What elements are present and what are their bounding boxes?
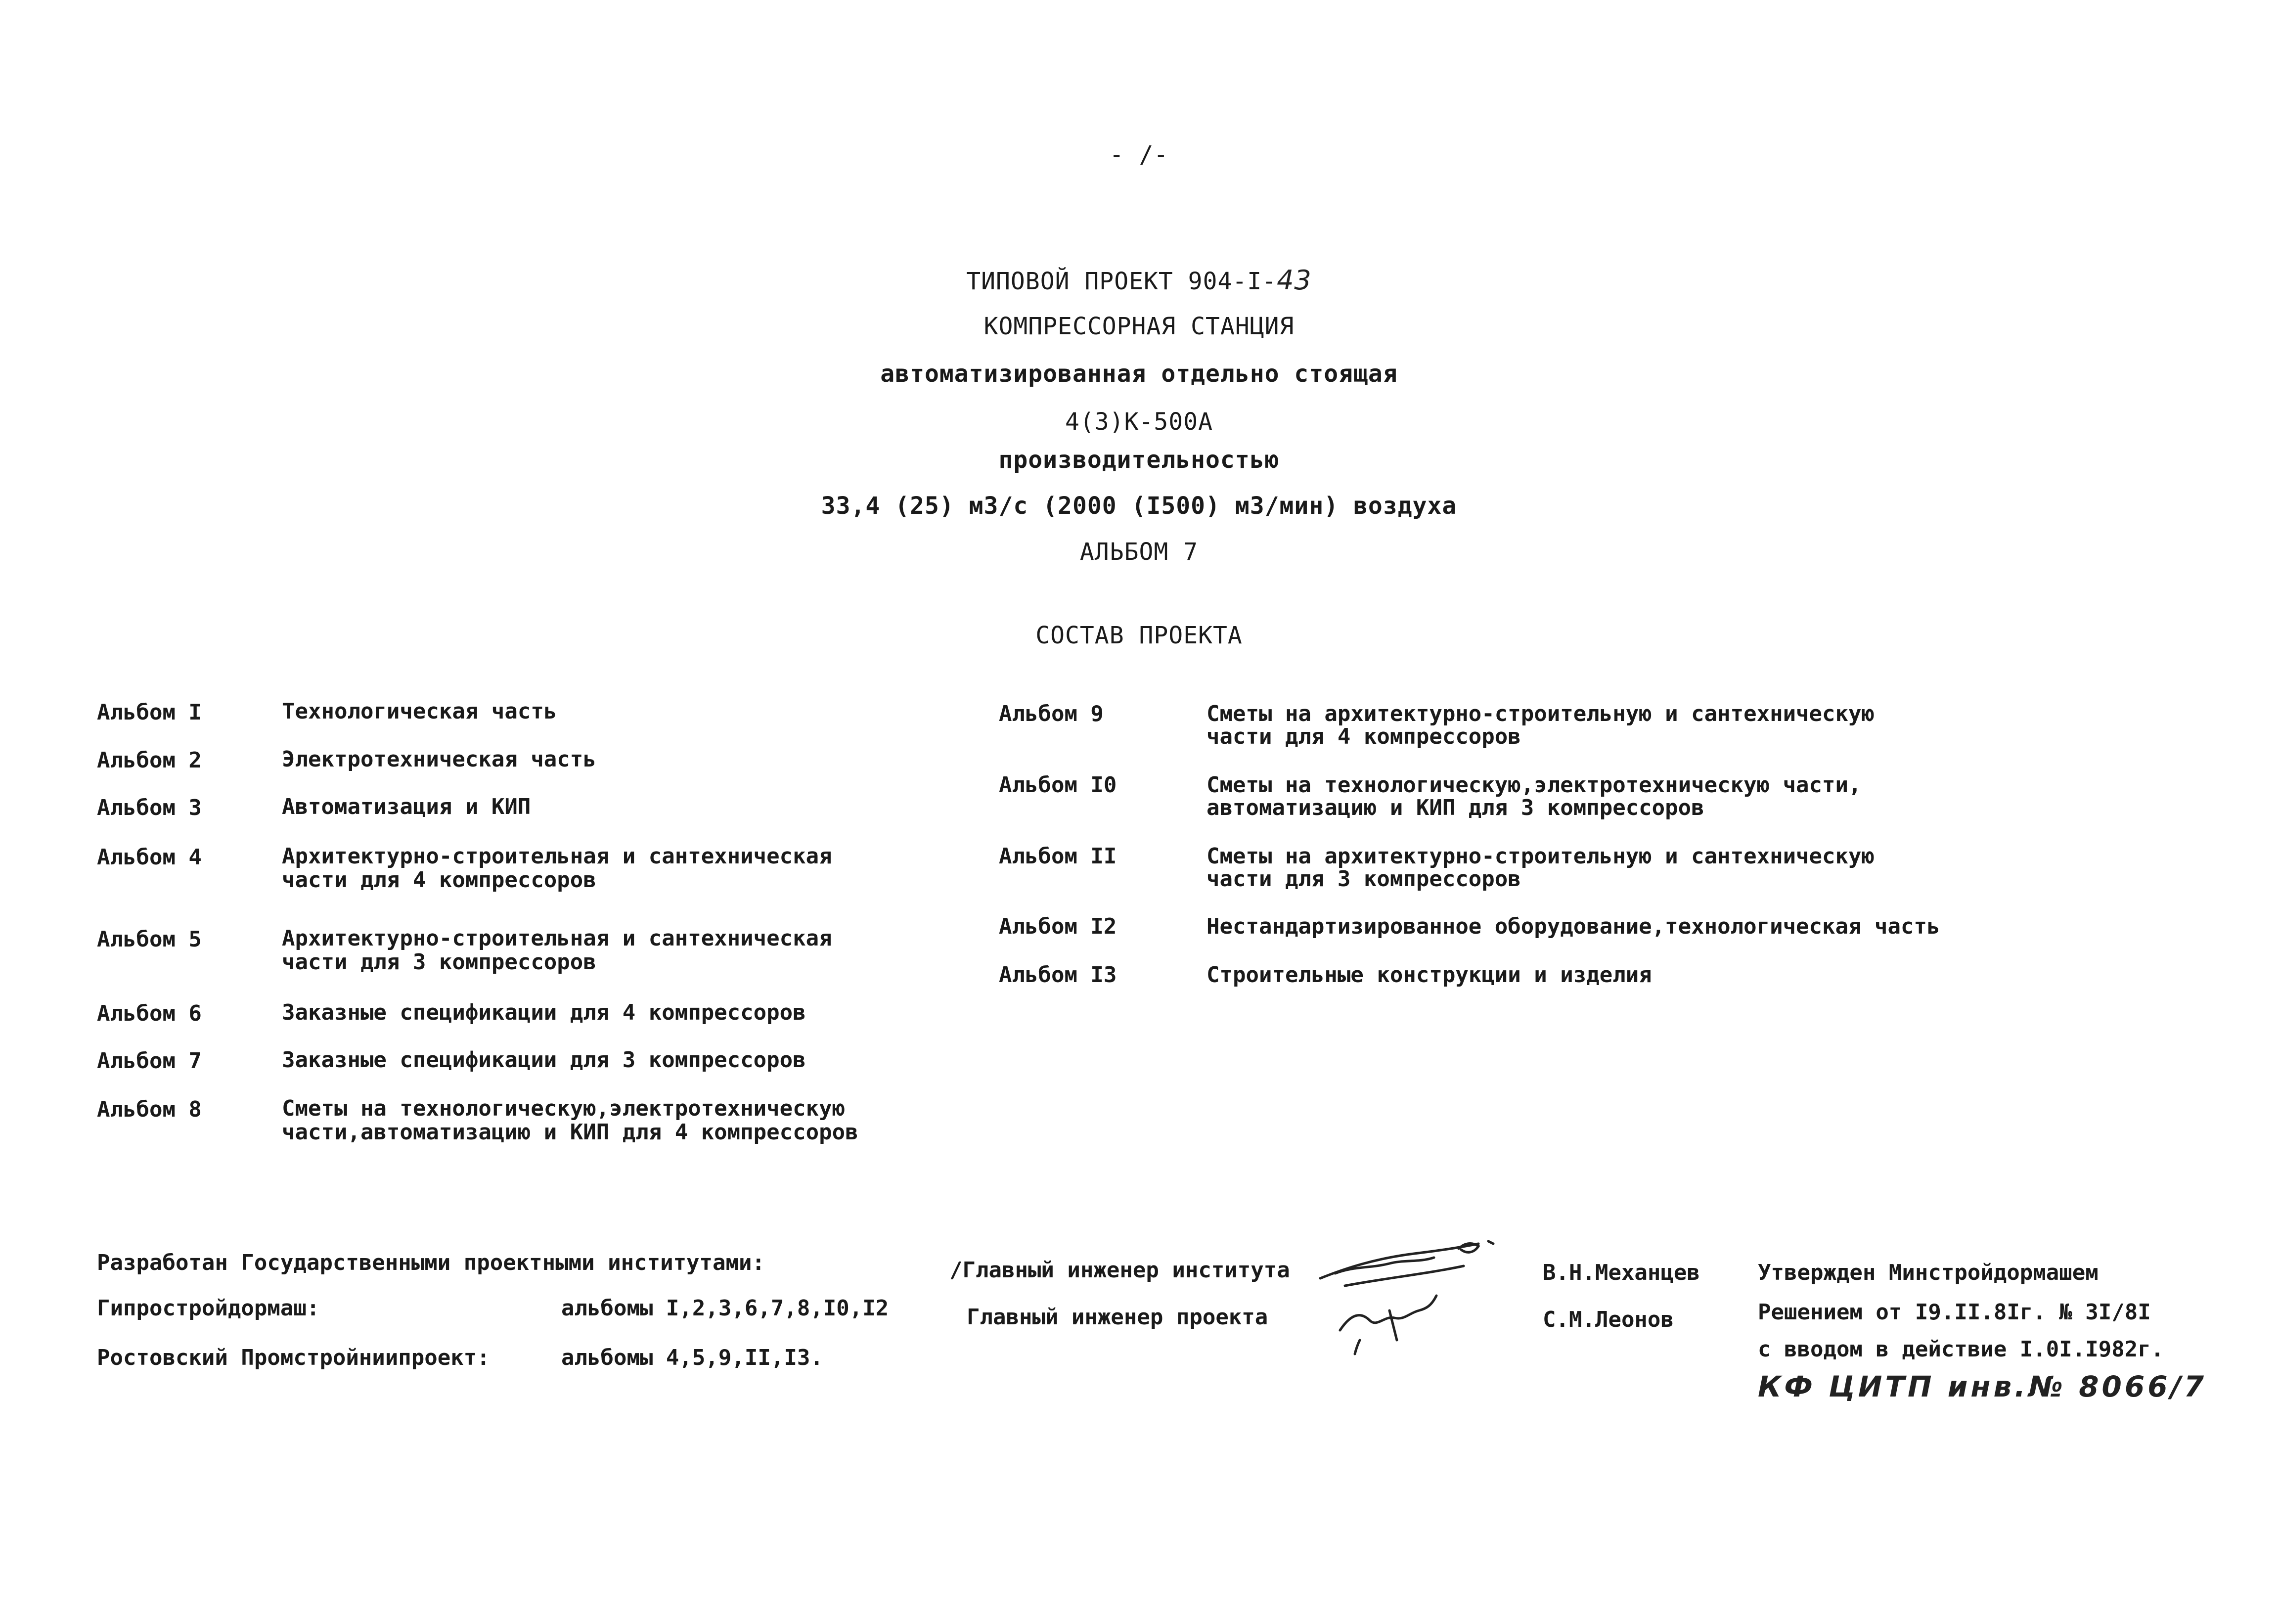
album-desc: Заказные спецификации для 4 компрессоров: [282, 1000, 806, 1025]
capacity-label: производительностью: [998, 446, 1280, 474]
album-label: Альбом 6: [97, 1001, 202, 1026]
album-desc: Электротехническая часть: [282, 747, 596, 772]
album-desc: части для 4 компрессоров: [282, 867, 596, 893]
album-desc: части для 3 компрессоров: [1206, 866, 1521, 892]
inventory-stamp: КФ ЦИТП инв.№ 8066/7: [1758, 1370, 2207, 1403]
album-label: Альбом 4: [97, 845, 202, 870]
developers-heading: Разработан Государственными проектными институтами:: [97, 1250, 765, 1275]
approval-line-3: с вводом в действие I.0I.I982г.: [1758, 1337, 2164, 1362]
album-label: Альбом 3: [97, 795, 202, 820]
album-number: АЛЬБОМ 7: [1079, 538, 1199, 566]
chief-engineer-institute-label: /Главный инженер института: [949, 1258, 1290, 1283]
album-label: Альбом 2: [97, 748, 202, 773]
album-desc: Сметы на архитектурно-строительную и сантехническую: [1206, 844, 1875, 869]
developer-org-1: Гипростройдормаш:: [97, 1296, 320, 1321]
approval-line-1: Утвержден Минстройдормашем: [1758, 1260, 2099, 1285]
album-desc: Технологическая часть: [282, 699, 557, 724]
developer-org-2: Ростовский Промстройниипроект:: [97, 1345, 490, 1370]
album-label: Альбом I: [97, 700, 202, 725]
album-desc: Нестандартизированное оборудование,технологическая часть: [1206, 914, 1940, 939]
album-label: Альбом I0: [999, 772, 1117, 798]
album-label: Альбом II: [999, 844, 1117, 869]
album-label: Альбом 7: [97, 1048, 202, 1074]
page-number: - /-: [1109, 141, 1169, 169]
album-desc: Сметы на технологическую,электротехническую части,: [1206, 772, 1862, 798]
album-desc: Автоматизация и КИП: [282, 794, 531, 819]
signature-project: [1330, 1286, 1444, 1355]
station-type: автоматизированная отдельно стоящая: [880, 360, 1398, 388]
album-desc: Строительные конструкции и изделия: [1206, 962, 1652, 988]
album-desc: Архитектурно-строительная и сантехническая: [282, 844, 832, 869]
approval-line-2: Решением от I9.II.8Iг. № 3I/8I: [1758, 1300, 2151, 1325]
album-desc: части,автоматизацию и КИП для 4 компрессоров: [282, 1120, 858, 1145]
developer-org-2-albums: альбомы 4,5,9,II,I3.: [561, 1345, 823, 1370]
section-title: СОСТАВ ПРОЕКТА: [1035, 622, 1243, 649]
album-label: Альбом 9: [999, 701, 1104, 726]
project-title-prefix: ТИПОВОЙ ПРОЕКТ 904-I-: [966, 268, 1277, 295]
capacity-value: 33,4 (25) м3/с (2000 (I500) м3/мин) воздуха: [821, 492, 1457, 520]
signatory-name-2: С.М.Леонов: [1543, 1307, 1674, 1332]
album-desc: части для 3 компрессоров: [282, 949, 596, 975]
signatory-name-1: В.Н.Механцев: [1543, 1260, 1700, 1285]
chief-engineer-project-label: Главный инженер проекта: [967, 1305, 1268, 1330]
station-name: КОМПРЕССОРНАЯ СТАНЦИЯ: [983, 313, 1295, 340]
album-desc: Архитектурно-строительная и сантехническая: [282, 926, 832, 951]
album-label: Альбом 8: [97, 1097, 202, 1122]
project-number-handwritten: 43: [1277, 265, 1312, 296]
album-desc: Сметы на технологическую,электротехническую: [282, 1096, 846, 1121]
station-model: 4(3)К-500А: [1065, 408, 1213, 436]
developer-org-1-albums: альбомы I,2,3,6,7,8,I0,I2: [561, 1296, 889, 1321]
signature-institute: [1315, 1239, 1503, 1293]
album-desc: части для 4 компрессоров: [1206, 724, 1521, 749]
album-label: Альбом 5: [97, 927, 202, 952]
album-desc: Заказные спецификации для 3 компрессоров: [282, 1047, 806, 1073]
album-desc: автоматизацию и КИП для 3 компрессоров: [1206, 795, 1704, 820]
album-desc: Сметы на архитектурно-строительную и сантехническую: [1206, 701, 1875, 726]
album-label: Альбом I2: [999, 914, 1117, 939]
album-label: Альбом I3: [999, 962, 1117, 988]
project-title: [0, 265, 2278, 296]
